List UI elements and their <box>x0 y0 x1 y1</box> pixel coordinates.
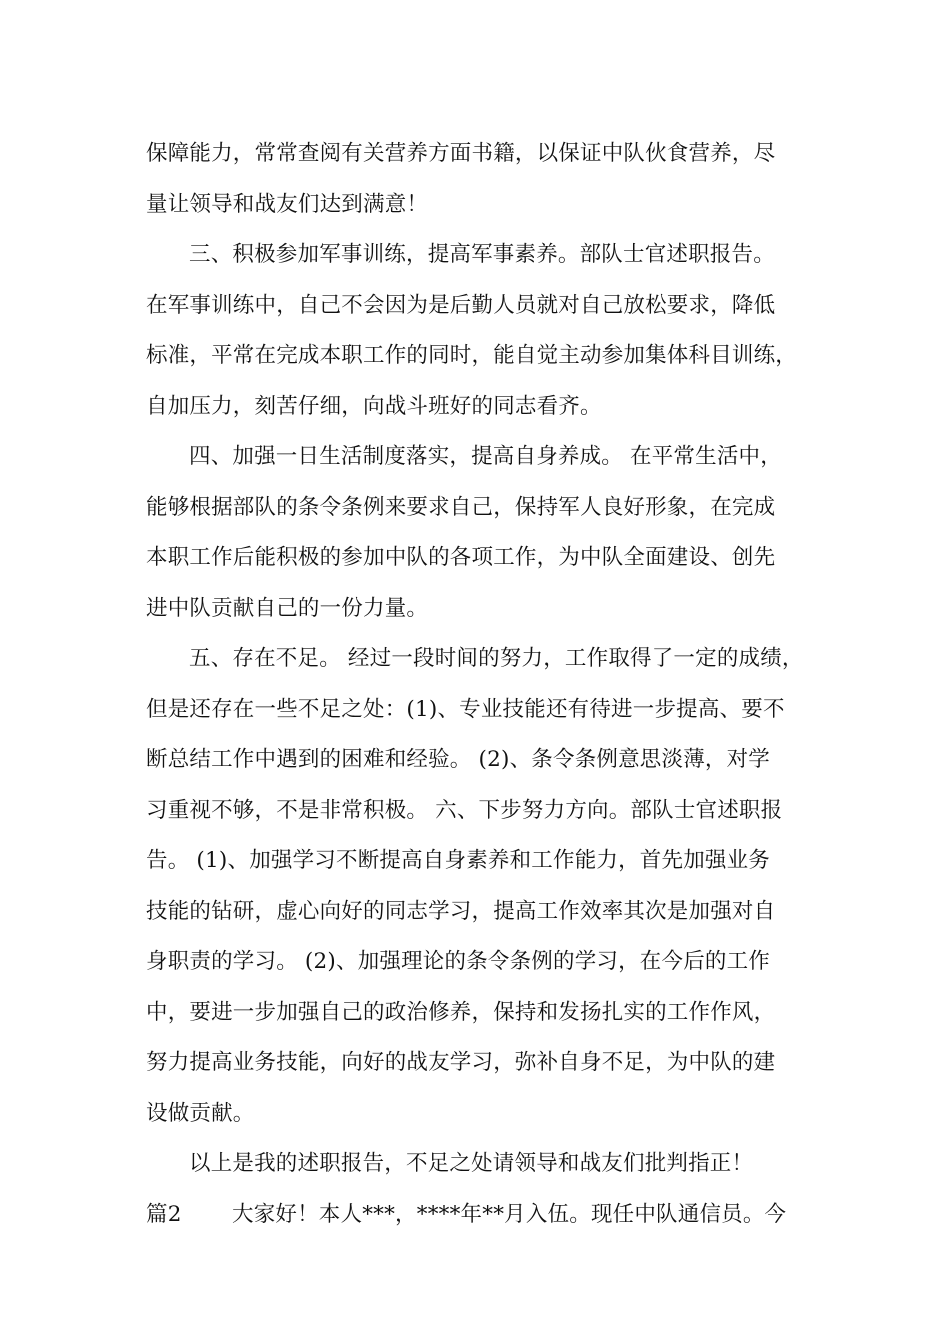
text-line: 技能的钻研，虚心向好的同志学习，提高工作效率其次是加强对自 <box>146 898 776 924</box>
text-line: 设做贡献。 <box>146 1100 255 1126</box>
section-two-text: 大家好！本人***，****年**月入伍。现任中队通信员。今 <box>232 1201 787 1227</box>
section-two-intro-line <box>146 1190 810 1241</box>
text-line: 标准，平常在完成本职工作的同时，能自觉主动参加集体科目训练， <box>146 343 798 368</box>
text-line: 保障能力，常常查阅有关营养方面书籍，以保证中队伙食营养，尽 <box>146 141 776 166</box>
document-body <box>146 129 810 1240</box>
text-line: 在军事训练中，自己不会因为是后勤人员就对自己放松要求，降低 <box>146 292 776 318</box>
section-label: 篇2 <box>146 1201 182 1227</box>
text-line: 断总结工作中遇到的困难和经验。 (2)、条令条例意思淡薄，对学 <box>146 747 770 772</box>
text-line: 但是还存在一些不足之处：(1)、专业技能还有待进一步提高、要不 <box>146 696 785 722</box>
text-line: 努力提高业务技能，向好的战友学习，弥补自身不足，为中队的建 <box>146 1050 776 1075</box>
text-line: 进中队贡献自己的一份力量。 <box>146 595 429 621</box>
text-line: 习重视不够，不是非常积极。 六、下步努力方向。部队士官述职报 <box>146 797 783 823</box>
text-line: 中，要进一步加强自己的政治修养，保持和发扬扎实的工作作风， <box>146 999 776 1025</box>
text-line: 本职工作后能积极的参加中队的各项工作，为中队全面建设、创先 <box>146 545 776 570</box>
section-heading-five: 五、存在不足。 经过一段时间的努力，工作取得了一定的成绩， <box>189 646 804 671</box>
section-heading-four: 四、加强一日生活制度落实，提高自身养成。 在平常生活中， <box>189 444 782 469</box>
text-line: 自加压力，刻苦仔细，向战斗班好的同志看齐。 <box>146 393 602 419</box>
section-heading-three: 三、积极参加军事训练，提高军事素养。部队士官述职报告。 <box>189 242 775 267</box>
text-line: 告。 (1)、加强学习不断提高自身素养和工作能力，首先加强业务 <box>146 848 770 873</box>
text-line: 量让领导和战友们达到满意！ <box>146 191 429 217</box>
closing-line: 以上是我的述职报告，不足之处请领导和战友们批判指正！ <box>189 1151 754 1176</box>
text-line: 能够根据部队的条令条例来要求自己，保持军人良好形象，在完成 <box>146 494 776 520</box>
text-line: 身职责的学习。 (2)、加强理论的条令条例的学习，在今后的工作 <box>146 949 770 974</box>
